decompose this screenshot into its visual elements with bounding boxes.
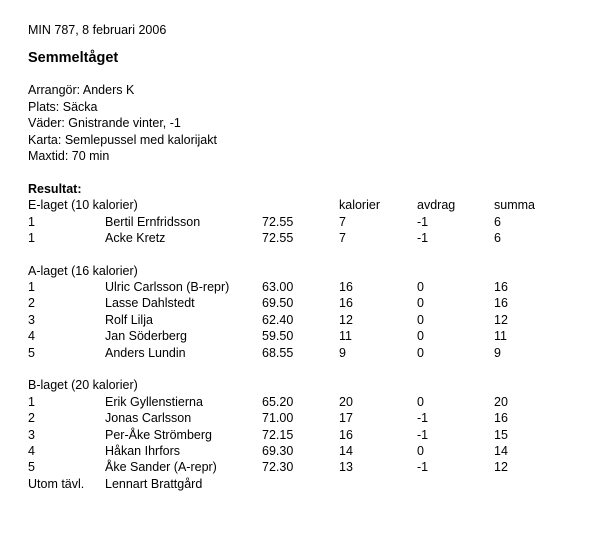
- placing: Utom tävl.: [28, 476, 85, 491]
- placing: 5: [28, 460, 35, 475]
- run-time: 65.20: [262, 394, 294, 409]
- team-heading: [28, 263, 578, 279]
- run-time: 59.50: [262, 329, 294, 344]
- calories: 7: [339, 214, 346, 229]
- document: [28, 22, 578, 492]
- team-name: B-laget (20 kalorier): [28, 378, 138, 393]
- participant-name: Åke Sander (A-repr): [105, 460, 217, 475]
- placing: 1: [28, 394, 35, 409]
- result-row: [28, 394, 578, 410]
- participant-name: Jan Söderberg: [105, 329, 188, 344]
- calories: 16: [339, 296, 353, 311]
- total: 16: [494, 296, 508, 311]
- info-organizer: Arrangör: Anders K: [28, 83, 135, 98]
- total: 15: [494, 427, 508, 442]
- deduction: 0: [417, 345, 424, 360]
- deduction: 0: [417, 329, 424, 344]
- participant-name: Anders Lundin: [105, 345, 186, 360]
- run-time: 72.15: [262, 427, 294, 442]
- total: 16: [494, 280, 508, 295]
- placing: 2: [28, 411, 35, 426]
- calories: 13: [339, 460, 353, 475]
- result-row: [28, 312, 578, 328]
- run-time: 68.55: [262, 345, 294, 360]
- placing: 1: [28, 280, 35, 295]
- column-header-avdrag: avdrag: [417, 198, 456, 213]
- participant-name: Jonas Carlsson: [105, 411, 192, 426]
- participant-name: Lasse Dahlstedt: [105, 296, 195, 311]
- deduction: 0: [417, 280, 424, 295]
- info-weather: Väder: Gnistrande vinter, -1: [28, 116, 181, 131]
- deduction: 0: [417, 443, 424, 458]
- results-heading: Resultat:: [28, 181, 82, 196]
- result-row: [28, 427, 578, 443]
- result-row: [28, 476, 578, 492]
- placing: 5: [28, 345, 35, 360]
- column-header-kalorier: kalorier: [339, 198, 380, 213]
- deduction: -1: [417, 214, 429, 229]
- placing: 1: [28, 230, 35, 245]
- result-row: [28, 279, 578, 295]
- result-row: [28, 345, 578, 361]
- team-heading: [28, 377, 578, 393]
- participant-name: Håkan Ihrfors: [105, 443, 181, 458]
- run-time: 71.00: [262, 411, 294, 426]
- result-row: [28, 328, 578, 344]
- total: 20: [494, 394, 508, 409]
- info-map: Karta: Semlepussel med kalorijakt: [28, 132, 217, 147]
- total: 6: [494, 230, 501, 245]
- deduction: 0: [417, 312, 424, 327]
- info-location: Plats: Säcka: [28, 99, 98, 114]
- calories: 7: [339, 230, 346, 245]
- placing: 4: [28, 329, 35, 344]
- result-row: [28, 459, 578, 475]
- run-time: 72.30: [262, 460, 294, 475]
- total: 6: [494, 214, 501, 229]
- participant-name: Per-Åke Strömberg: [105, 427, 212, 442]
- run-time: 72.55: [262, 214, 294, 229]
- calories: 14: [339, 443, 353, 458]
- participant-name: Rolf Lilja: [105, 312, 153, 327]
- column-header-summa: summa: [494, 198, 535, 213]
- placing: 3: [28, 312, 35, 327]
- event-number-date: MIN 787, 8 februari 2006: [28, 23, 167, 37]
- deduction: 0: [417, 296, 424, 311]
- total: 12: [494, 312, 508, 327]
- placing: 2: [28, 296, 35, 311]
- info-max-time: Maxtid: 70 min: [28, 148, 110, 163]
- team-name: A-laget (16 kalorier): [28, 263, 138, 278]
- calories: 11: [339, 329, 352, 344]
- deduction: -1: [417, 460, 429, 475]
- run-time: 63.00: [262, 280, 294, 295]
- calories: 20: [339, 394, 353, 409]
- deduction: -1: [417, 230, 429, 245]
- result-row: [28, 443, 578, 459]
- calories: 17: [339, 411, 353, 426]
- total: 11: [494, 329, 507, 344]
- calories: 12: [339, 312, 353, 327]
- deduction: 0: [417, 394, 424, 409]
- placing: 1: [28, 214, 35, 229]
- run-time: 69.50: [262, 296, 294, 311]
- participant-name: Acke Kretz: [105, 230, 166, 245]
- participant-name: Erik Gyllenstierna: [105, 394, 203, 409]
- total: 12: [494, 460, 508, 475]
- calories: 16: [339, 427, 353, 442]
- results-table: [28, 197, 578, 492]
- total: 9: [494, 345, 501, 360]
- deduction: -1: [417, 427, 429, 442]
- result-row: [28, 230, 578, 246]
- placing: 3: [28, 427, 35, 442]
- team-name: E-laget (10 kalorier): [28, 198, 138, 213]
- deduction: -1: [417, 411, 429, 426]
- run-time: 69.30: [262, 443, 294, 458]
- participant-name: Bertil Ernfridsson: [105, 214, 201, 229]
- total: 14: [494, 443, 508, 458]
- total: 16: [494, 411, 508, 426]
- result-row: [28, 295, 578, 311]
- participant-name: Lennart Brattgård: [105, 476, 203, 491]
- participant-name: Ulric Carlsson (B-repr): [105, 280, 230, 295]
- team-heading: [28, 197, 578, 213]
- result-row: [28, 214, 578, 230]
- calories: 16: [339, 280, 353, 295]
- run-time: 72.55: [262, 230, 294, 245]
- run-time: 62.40: [262, 312, 294, 327]
- calories: 9: [339, 345, 346, 360]
- placing: 4: [28, 443, 35, 458]
- page-title: Semmeltåget: [28, 50, 119, 67]
- result-row: [28, 410, 578, 426]
